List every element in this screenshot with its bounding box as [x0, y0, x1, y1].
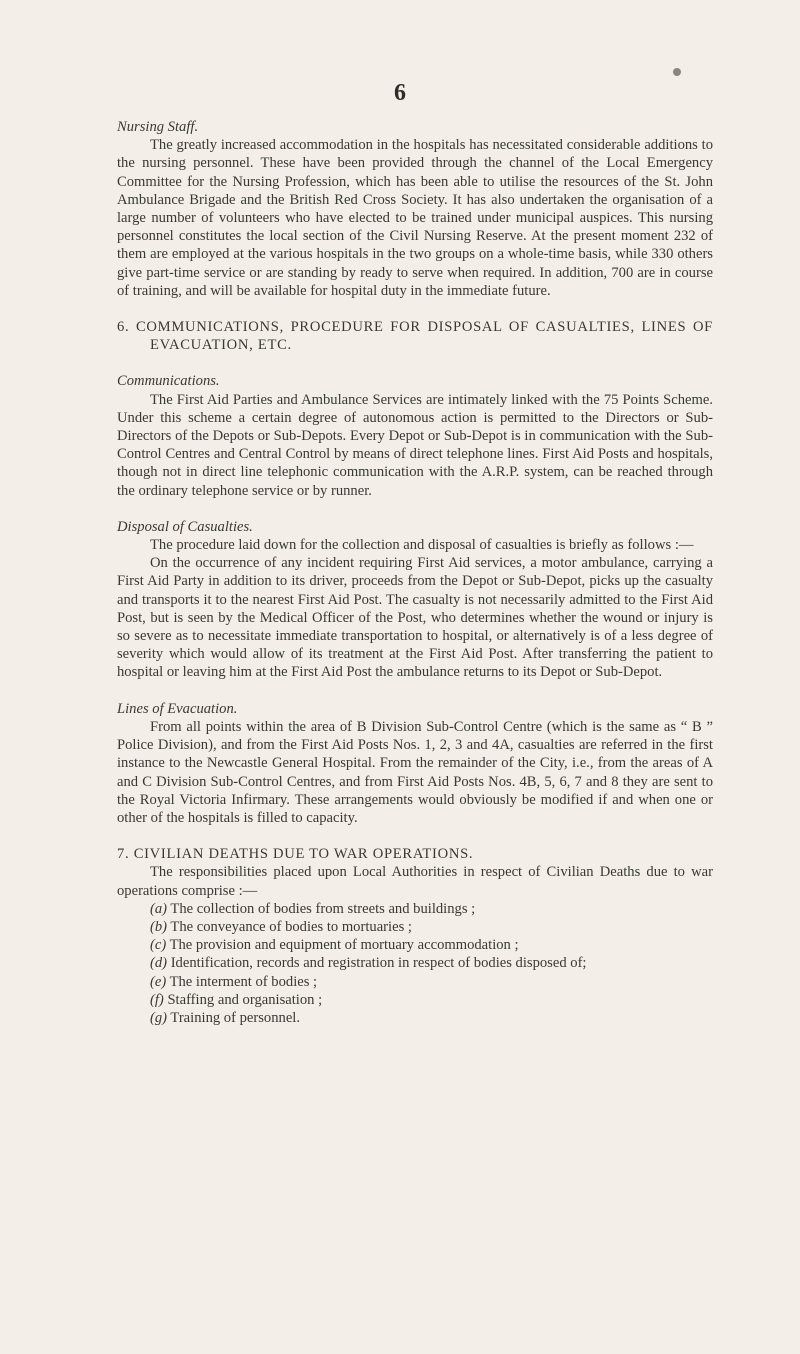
responsibilities-list [117, 900, 713, 1027]
list-item: (e) The interment of bodies ; [150, 973, 318, 990]
disposal-heading: Disposal of Casualties. [117, 518, 253, 535]
section-7-heading: 7. CIVILIAN DEATHS DUE TO WAR OPERATIONS. [117, 846, 474, 863]
page-body [117, 118, 713, 1027]
evacuation-paragraph: From all points within the area of B Division Sub-Control Centre (which is the same as “ B ” Police Division), and from the First Aid Posts Nos. 1, 2, 3 and 4A, casualties are referred in the first instance to the Newcastle General Hospital. From the remainder of the City, i.e., from the areas of A and C Division Sub-Control Centres, and from First Aid Posts Nos. 4B, 5, 6, 7 and 8 they are sent to the Royal Victoria Infirmary. These arrangements would obviously be modified if and when one or other of the hospitals is filled to capacity. [117, 718, 713, 826]
list-item: (c) The provision and equipment of mortuary accommodation ; [150, 937, 519, 954]
printer-mark [673, 68, 681, 76]
communications-heading: Communications. [117, 373, 220, 390]
list-item: (d) Identification, records and registration in respect of bodies disposed of; [150, 955, 587, 972]
communications-paragraph: The First Aid Parties and Ambulance Services are intimately linked with the 75 Points Scheme. Under this scheme a certain degree of autonomous action is permitted to the Directors or Sub-Directors of the Depots or Sub-Depots. Every Depot or Sub-Depot is in communication with the Sub-Control Centres and Central Control by means of direct telephone lines. First Aid Posts and hospitals, though not in direct line telephonic communication with the A.R.P. system, can be reached through the ordinary telephone service or by runner. [117, 391, 713, 499]
disposal-paragraph: On the occurrence of any incident requiring First Aid services, a motor ambulance, carrying a First Aid Party in addition to its driver, proceeds from the Depot or Sub-Depot, picks up the casualty and transports it to the nearest First Aid Post. The casualty is not necessarily admitted to the First Aid Post, but is seen by the Medical Officer of the Post, who determines whether the wound or injury is so severe as to necessitate immediate transportation to hospital, or alternatively is of a less degree of severity which would allow of its treatment at the First Aid Post. After transferring the patient to hospital or leaving him at the First Aid Post the ambulance returns to its Depot or Sub-Depot. [117, 555, 713, 681]
list-item: (g) Training of personnel. [150, 1009, 300, 1026]
disposal-intro: The procedure laid down for the collection and disposal of casualties is briefly as follows :— [150, 537, 694, 554]
evacuation-heading: Lines of Evacuation. [117, 700, 238, 717]
section-6-heading: 6. COMMUNICATIONS, PROCEDURE FOR DISPOSAL OF CASUALTIES, LINES OF EVACUATION, ETC. [117, 319, 713, 354]
page-number: 6 [394, 80, 406, 106]
list-item: (a) The collection of bodies from streets and buildings ; [150, 900, 476, 917]
section-7-intro: The responsibilities placed upon Local Authorities in respect of Civilian Deaths due to war operations comprise :— [117, 864, 713, 899]
nursing-staff-paragraph: The greatly increased accommodation in the hospitals has necessitated considerable additions to the nursing personnel. These have been provided through the channel of the Local Emergency Committee for the Nursing Profession, which has been able to utilise the resources of the St. John Ambulance Brigade and the British Red Cross Society. It has also undertaken the organisation of a large number of volunteers who have elected to be trained under municipal auspices. This nursing personnel constitutes the local section of the Civil Nursing Reserve. At the present moment 232 of them are employed at the various hospitals in the two groups on a whole-time basis, while 330 others give part-time service or are standing by ready to serve when required. In addition, 700 are in course of training, and will be available for hospital duty in the immediate future. [117, 137, 713, 299]
nursing-staff-heading: Nursing Staff. [117, 119, 199, 135]
list-item: (f) Staffing and organisation ; [150, 991, 323, 1008]
list-item: (b) The conveyance of bodies to mortuaries ; [150, 918, 412, 935]
